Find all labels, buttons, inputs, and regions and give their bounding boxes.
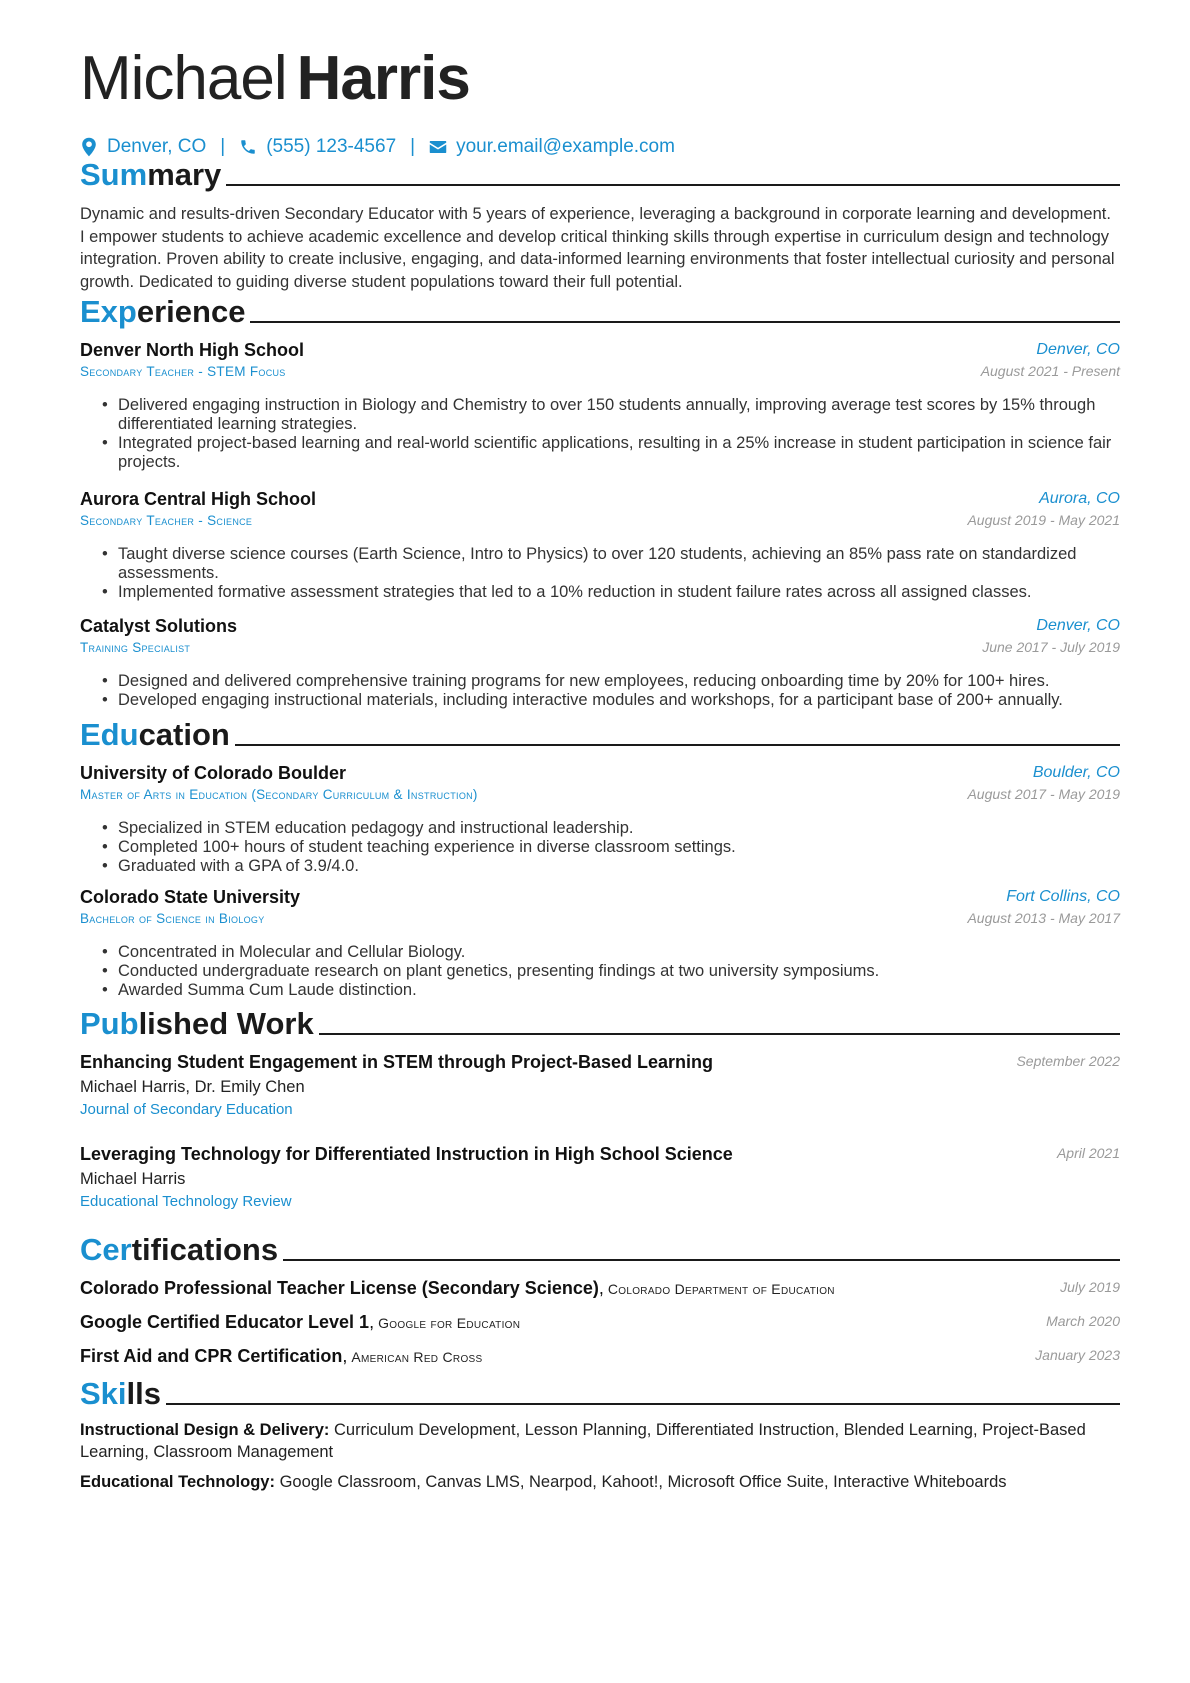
list-item: • Conducted undergraduate research on plant genetics, presenting findings at two university symposiums.	[102, 962, 1120, 981]
email-text: your.email@example.com	[456, 136, 675, 157]
publication-authors: Michael Harris	[80, 1170, 186, 1188]
phone-text: (555) 123-4567	[266, 136, 397, 157]
section-title: Published Work	[80, 1006, 314, 1041]
section-header-experience	[80, 294, 1120, 330]
experience-org: Catalyst Solutions	[80, 616, 238, 636]
certification-item: Google Certified Educator Level 1, Google for Education	[80, 1312, 521, 1332]
section-rule	[283, 1259, 1120, 1261]
contact-location	[80, 136, 206, 158]
publication-date: September 2022	[1016, 1053, 1120, 1069]
section-header-published-work	[80, 1006, 1120, 1042]
certification-item: Colorado Professional Teacher License (Secondary Science), Colorado Department of Education	[80, 1278, 835, 1298]
summary-text: Dynamic and results-driven Secondary Educator with 5 years of experience, leveraging a background in corporate learning and development. I empower students to achieve academic excellence and develop critical thinking skills through expertise in curriculum design and technology integration. Proven ability to create inclusive, engaging, and data-informed learning environments that foster intellectual curiosity and personal growth. Dedicated to guiding diverse student populations toward their full potential.	[80, 205, 1115, 291]
experience-dates: August 2021 - Present	[980, 363, 1120, 379]
certification-item: First Aid and CPR Certification, American Red Cross	[80, 1346, 483, 1366]
skill-label: Educational Technology:	[80, 1473, 275, 1491]
section-title: Certifications	[80, 1232, 279, 1267]
list-item: • Designed and delivered comprehensive training programs for new employees, reducing onboarding time by 20% for 100+ hires.	[102, 672, 1120, 691]
list-item: • Implemented formative assessment strategies that led to a 10% reduction in student failure rates across all assigned classes.	[102, 583, 1120, 602]
education-location: Fort Collins, CO	[1006, 888, 1120, 905]
list-item: • Completed 100+ hours of student teaching experience in diverse classroom settings.	[102, 838, 1120, 857]
skill-group	[80, 1419, 1120, 1463]
list-item: • Graduated with a GPA of 3.9/4.0.	[102, 857, 1120, 876]
education-bullets	[102, 819, 1120, 876]
section-rule	[250, 321, 1120, 323]
list-item: • Concentrated in Molecular and Cellular Biology.	[102, 943, 1120, 962]
list-item: • Delivered engaging instruction in Biology and Chemistry to over 150 students annually, improving average test scores by 15% through differentiated learning strategies.	[102, 396, 1120, 434]
experience-role: Training Specialist	[80, 640, 191, 655]
experience-org: Denver North High School	[80, 340, 305, 360]
education-bullets	[102, 943, 1120, 1000]
certification-date: March 2020	[1046, 1313, 1120, 1329]
certification-name: Google Certified Educator Level 1	[80, 1312, 370, 1332]
list-item: • Specialized in STEM education pedagogy and instructional leadership.	[102, 819, 1120, 838]
list-item: • Taught diverse science courses (Earth Science, Intro to Physics) to over 120 students, achieving an 85% pass rate on standardized assessments.	[102, 545, 1120, 583]
certification-date: January 2023	[1035, 1347, 1120, 1363]
education-degree: Master of Arts in Education (Secondary Curriculum & Instruction)	[80, 787, 478, 802]
list-item: • Developed engaging instructional materials, including interactive modules and workshops, for a participant base of 200+ annually.	[102, 691, 1120, 710]
publication-authors: Michael Harris, Dr. Emily Chen	[80, 1078, 305, 1096]
section-rule	[166, 1403, 1120, 1405]
education-org: Colorado State University	[80, 887, 301, 907]
experience-location: Aurora, CO	[1039, 490, 1120, 507]
publication-title: Enhancing Student Engagement in STEM through Project-Based Learning	[80, 1052, 714, 1072]
experience-dates: June 2017 - July 2019	[982, 639, 1120, 655]
candidate-name	[80, 42, 470, 116]
publication-journal: Journal of Secondary Education	[80, 1101, 293, 1118]
contact-separator: |	[220, 136, 226, 157]
phone-icon	[239, 137, 257, 157]
experience-bullets	[102, 396, 1120, 472]
list-item: • Integrated project-based learning and real-world scientific applications, resulting in a 25% increase in student participation in science fair projects.	[102, 434, 1120, 472]
experience-bullets	[102, 545, 1120, 602]
section-title: Experience	[80, 294, 246, 329]
section-rule	[235, 744, 1120, 746]
education-org: University of Colorado Boulder	[80, 763, 347, 783]
contact-email[interactable]	[429, 136, 675, 158]
map-pin-icon	[80, 137, 98, 157]
publication-journal: Educational Technology Review	[80, 1193, 292, 1210]
location-text: Denver, CO	[107, 136, 207, 157]
resume-page	[80, 0, 1120, 1683]
list-item: • Awarded Summa Cum Laude distinction.	[102, 981, 1120, 1000]
certification-issuer: Colorado Department of Education	[607, 1281, 835, 1297]
contact-separator: |	[410, 136, 416, 157]
last-name: Harris	[296, 44, 470, 113]
certification-name: Colorado Professional Teacher License (Secondary Science)	[80, 1278, 599, 1298]
experience-dates: August 2019 - May 2021	[967, 512, 1120, 528]
section-title: Education	[80, 717, 230, 752]
certification-date: July 2019	[1060, 1279, 1120, 1295]
section-title: Summary	[80, 157, 222, 192]
education-dates: August 2013 - May 2017	[967, 910, 1120, 926]
education-degree: Bachelor of Science in Biology	[80, 911, 265, 926]
publication-title: Leveraging Technology for Differentiated Instruction in High School Science	[80, 1144, 733, 1164]
first-name: Michael	[80, 44, 287, 113]
skill-value: Google Classroom, Canvas LMS, Nearpod, Kahoot!, Microsoft Office Suite, Interactive Whiteboards	[279, 1473, 1007, 1491]
contact-phone[interactable]	[239, 136, 396, 158]
skill-group	[80, 1471, 1120, 1493]
education-location: Boulder, CO	[1032, 764, 1120, 781]
experience-org: Aurora Central High School	[80, 489, 317, 509]
skill-label: Instructional Design & Delivery:	[80, 1421, 330, 1439]
section-header-skills	[80, 1376, 1120, 1412]
envelope-icon	[429, 137, 447, 157]
section-title: Skills	[80, 1376, 161, 1411]
experience-role: Secondary Teacher - STEM Focus	[80, 364, 286, 379]
section-header-summary	[80, 157, 1120, 193]
certification-name: First Aid and CPR Certification	[80, 1346, 343, 1366]
skill-value: Curriculum Development, Lesson Planning, Differentiated Instruction, Blended Learning, Project-Based Learning, Classroom Management	[80, 1421, 1086, 1461]
section-rule	[319, 1033, 1120, 1035]
certification-issuer: American Red Cross	[351, 1349, 483, 1365]
experience-location: Denver, CO	[1036, 341, 1120, 358]
section-header-certifications	[80, 1232, 1120, 1268]
education-dates: August 2017 - May 2019	[967, 786, 1120, 802]
section-rule	[226, 184, 1120, 186]
experience-role: Secondary Teacher - Science	[80, 513, 253, 528]
certification-issuer: Google for Education	[378, 1315, 521, 1331]
experience-location: Denver, CO	[1036, 617, 1120, 634]
section-header-education	[80, 717, 1120, 753]
experience-bullets	[102, 672, 1120, 710]
publication-date: April 2021	[1056, 1145, 1120, 1161]
